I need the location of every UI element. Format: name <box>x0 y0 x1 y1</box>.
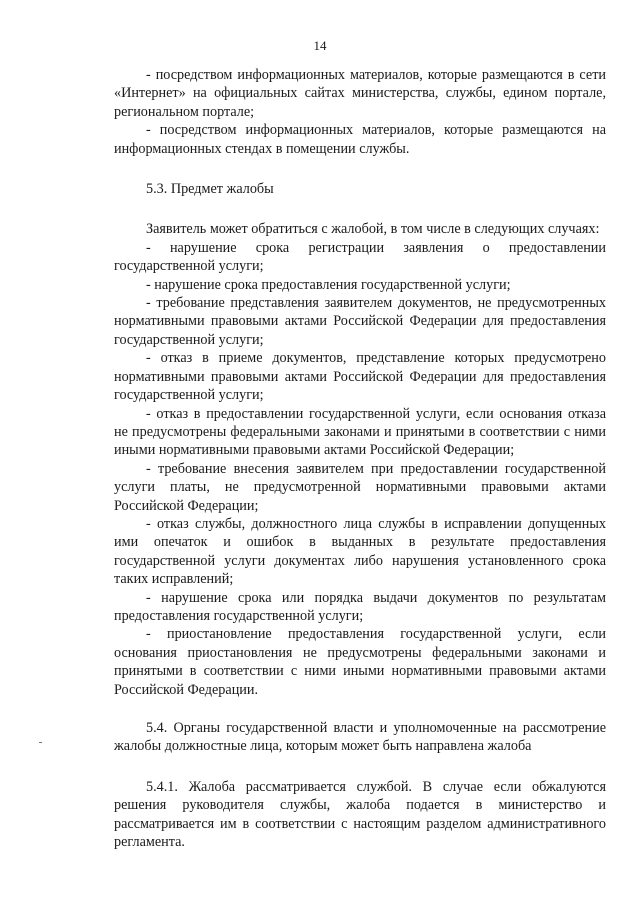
list-item: - нарушение срока предоставления государственной услуги; <box>146 276 511 293</box>
list-item: - отказ в приеме документов, представление которых предусмотрено нормативными правовыми актами Российской Федерации для предоставления государственной услуги; <box>114 350 606 404</box>
document-body <box>114 66 606 851</box>
page-number: 14 <box>313 38 327 53</box>
list-item: - отказ службы, должностного лица службы в исправлении допущенных ими опечаток и ошибок в выданных в результате предоставления государственной услуги документах либо нарушения установленного срока таких исправлений; <box>114 515 606 588</box>
list-item: - требование представления заявителем документов, не предусмотренных нормативными правовыми актами Российской Федерации для предоставления государственной услуги; <box>114 295 606 348</box>
section-heading-5-3: 5.3. Предмет жалобы <box>146 181 274 198</box>
list-item: - отказ в предоставлении государственной услуги, если основания отказа не предусмотрены федеральными законами и принятыми в соответствии с ними иными нормативными правовыми актами Российской Федерации; <box>114 405 606 459</box>
intro-item: - посредством информационных материалов, которые размещаются на информационных стендах в помещении службы. <box>114 122 606 157</box>
section-5-4-1-text: 5.4.1. Жалоба рассматривается службой. В случае если обжалуются решения руководителя службы, жалоба подается в министерство и рассматривается им в соответствии с настоящим разделом административного регламента. <box>114 778 606 851</box>
section-5-3-lead: Заявитель может обратиться с жалобой, в том числе в следующих случаях: <box>146 221 600 238</box>
section-heading-5-4: 5.4. Органы государственной власти и уполномоченные на рассмотрение жалобы должностные лица, которым может быть направлена жалоба <box>114 720 606 755</box>
intro-item: - посредством информационных материалов, которые размещаются в сети «Интернет» на официальных сайтах министерства, службы, едином портале, региональном портале; <box>114 67 606 120</box>
list-item: - нарушение срока или порядка выдачи документов по результатам предоставления государственной услуги; <box>114 589 606 624</box>
list-item: - требование внесения заявителем при предоставлении государственной услуги платы, не предусмотренной нормативными правовыми актами Российской Федерации; <box>114 460 606 514</box>
list-item: - приостановление предоставления государственной услуги, если основания приостановления не предусмотрены федеральными законами и принятыми в соответствии с ними иными нормативными правовыми актами Российской Федерации. <box>114 626 606 698</box>
list-item: - нарушение срока регистрации заявления о предоставлении государственной услуги; <box>114 239 606 275</box>
scan-mark <box>39 742 42 743</box>
